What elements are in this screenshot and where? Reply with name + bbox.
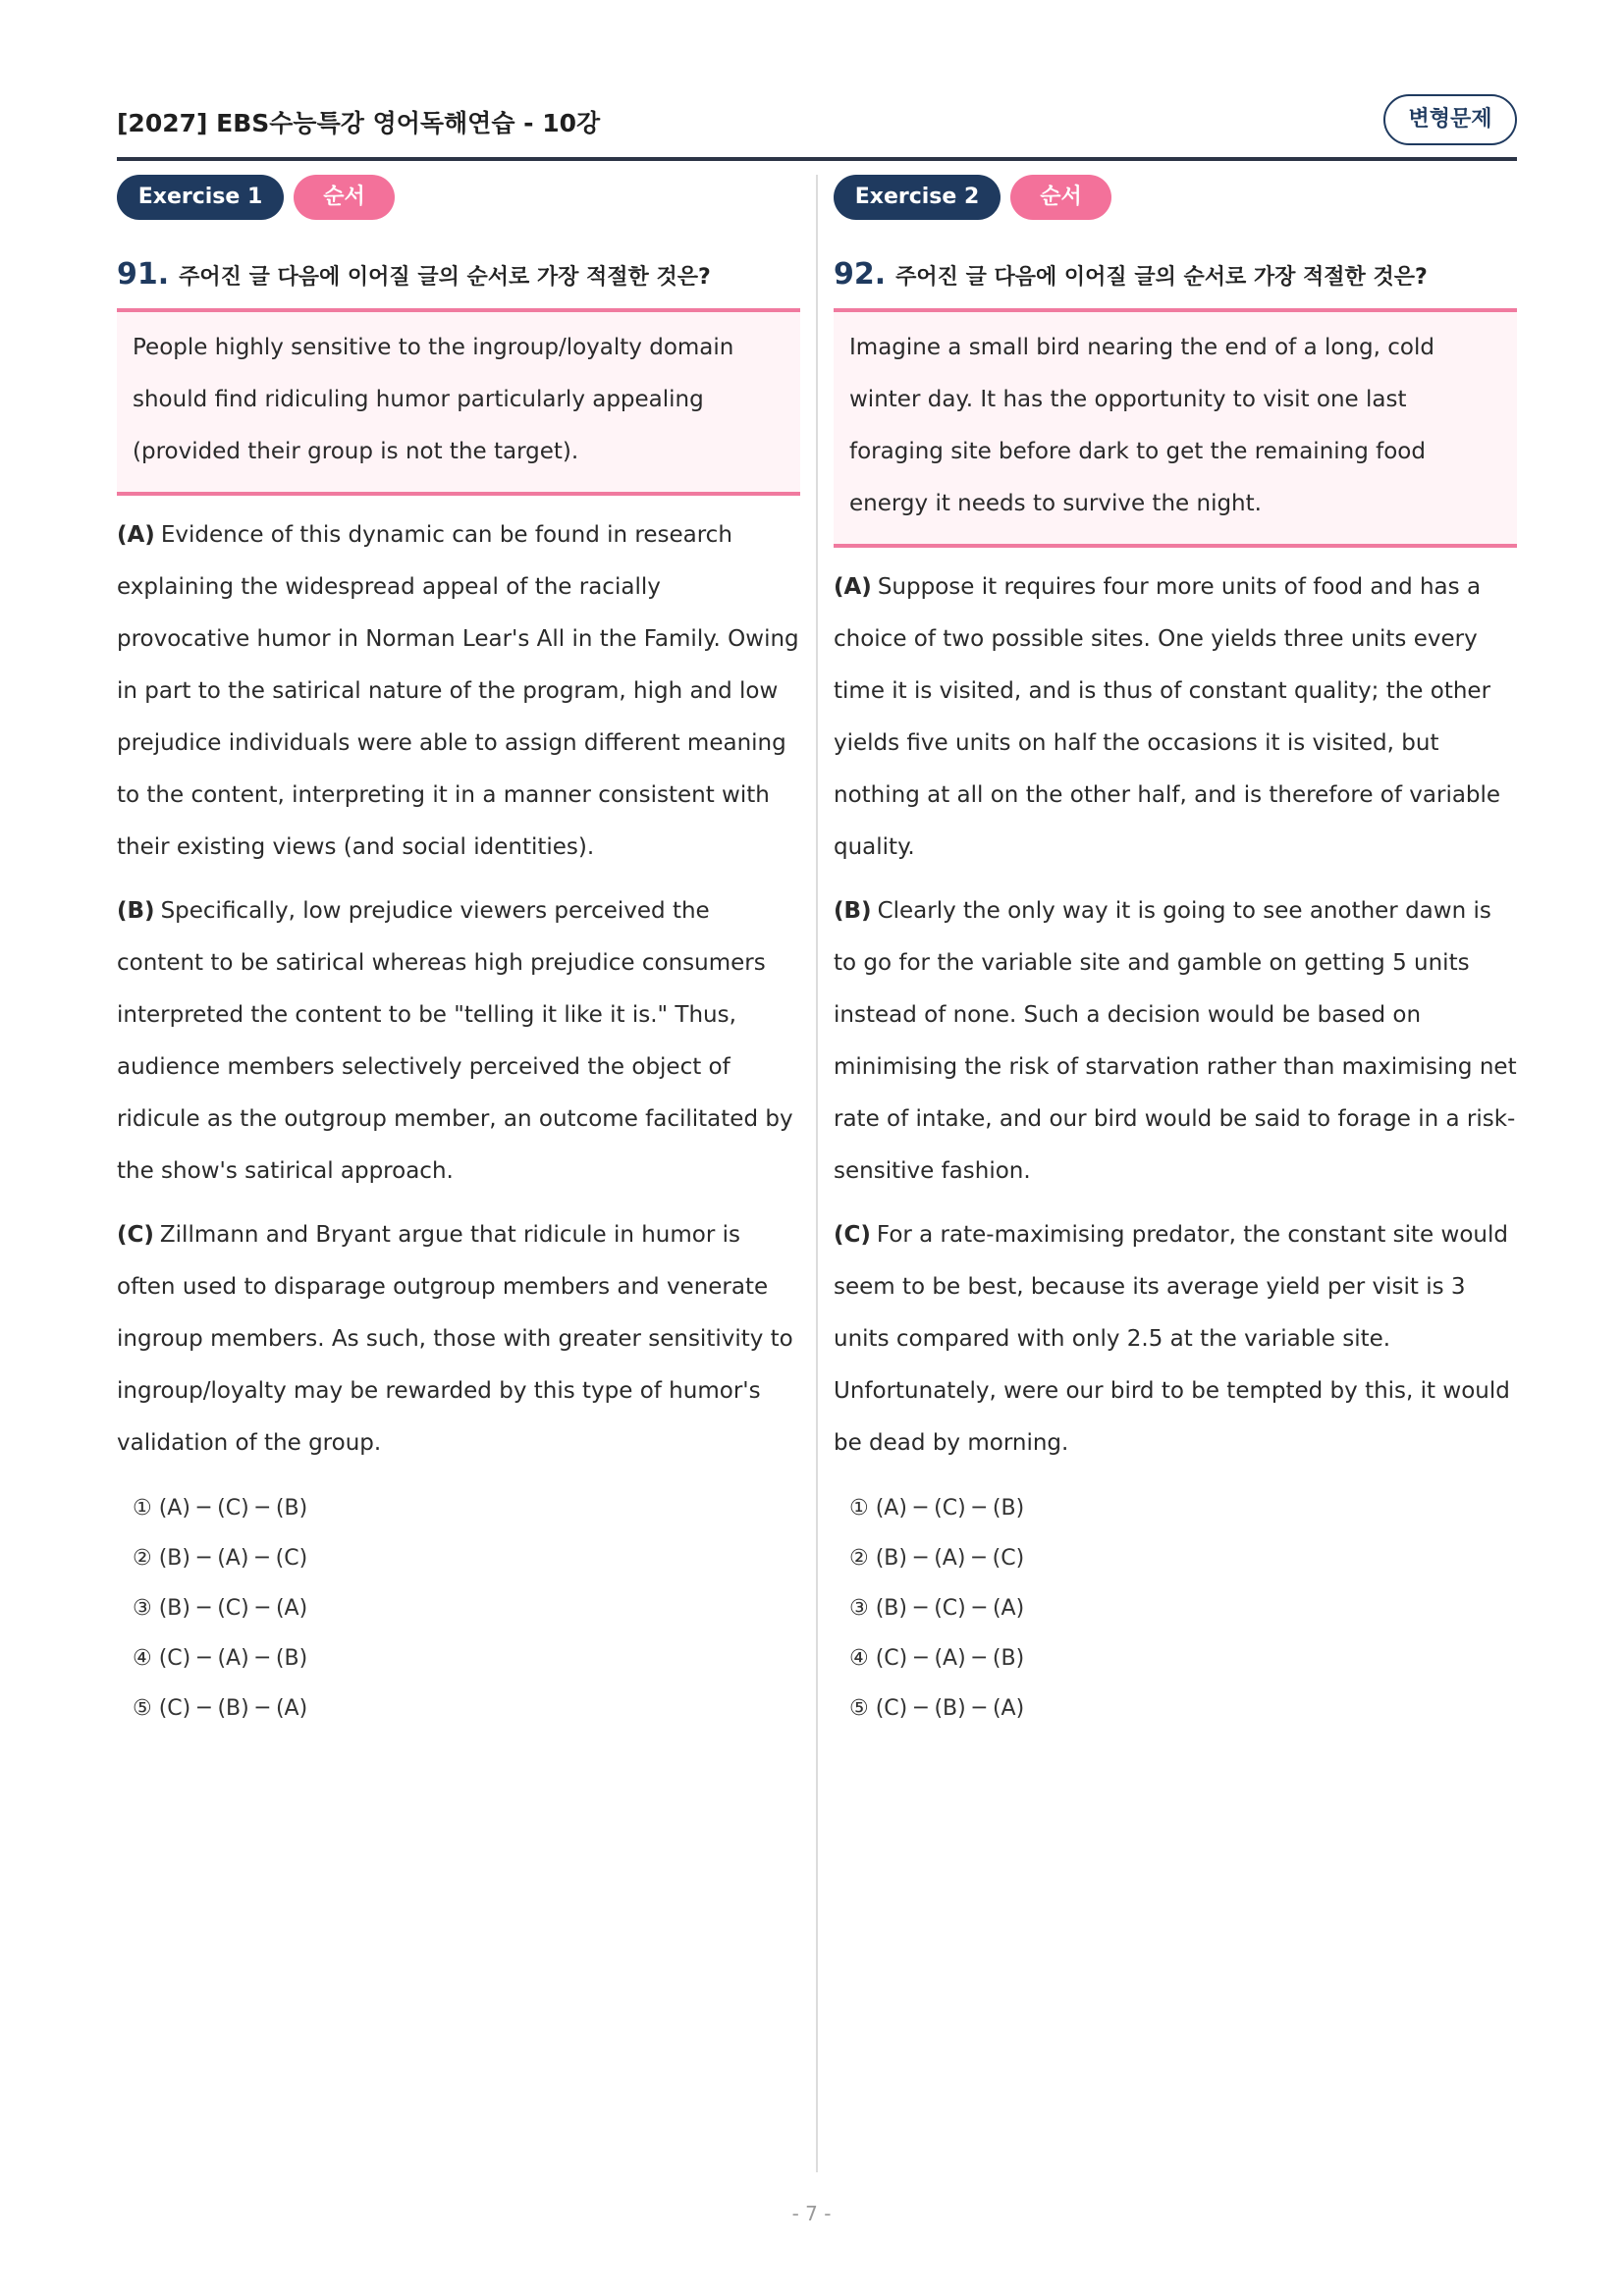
- exercise-1-column: [117, 175, 800, 1734]
- paragraph-label: (A): [117, 522, 155, 548]
- paragraph-a: [834, 561, 1517, 874]
- answer-option-1[interactable]: ① (A) ─ (C) ─ (B): [849, 1496, 1025, 1521]
- paragraph-b: [834, 885, 1517, 1198]
- paragraph-text: Specifically, low prejudice viewers perceived the content to be satirical whereas high prejudice consumers interpreted the content to be "telling it like it is." Thus, audience members selectively perceived the object of ridicule as the outgroup member, an outcome facilitated by the show's satirical approach.: [117, 898, 793, 1184]
- question-prompt: 주어진 글 다음에 이어질 글의 순서로 가장 적절한 것은?: [895, 265, 1428, 290]
- given-passage: People highly sensitive to the ingroup/loyalty domain should find ridiculing humor particularly appealing (provided their group is not the target).: [117, 308, 800, 496]
- question-type-tag: 순서: [294, 175, 395, 220]
- question-number: 91.: [117, 257, 170, 292]
- paragraph-c: [117, 1209, 800, 1469]
- answer-option-3[interactable]: ③ (B) ─ (C) ─ (A): [133, 1596, 308, 1621]
- page-number: - 7 -: [791, 2202, 832, 2225]
- paragraph-label: (B): [834, 898, 872, 924]
- exercise-label: Exercise 1: [117, 175, 284, 220]
- page-header: [117, 94, 1517, 161]
- question-line: [117, 257, 800, 304]
- paragraph-text: Clearly the only way it is going to see another dawn is to go for the variable site and gamble on getting 5 units instead of none. Such a decision would be based on minimising the risk of starvation rather than maximising net rate of intake, and our bird would be said to forage in a risk-sensitive fashion.: [834, 898, 1517, 1184]
- answer-option-3[interactable]: ③ (B) ─ (C) ─ (A): [849, 1596, 1025, 1621]
- paragraph-c: [834, 1209, 1517, 1469]
- answer-option-5[interactable]: ⑤ (C) ─ (B) ─ (A): [849, 1696, 1025, 1721]
- answer-option-5[interactable]: ⑤ (C) ─ (B) ─ (A): [133, 1696, 308, 1721]
- variant-badge: 변형문제: [1383, 94, 1517, 145]
- question-type-tag: 순서: [1010, 175, 1111, 220]
- question-prompt: 주어진 글 다음에 이어질 글의 순서로 가장 적절한 것은?: [179, 265, 711, 290]
- paragraph-label: (B): [117, 898, 155, 924]
- answer-option-4[interactable]: ④ (C) ─ (A) ─ (B): [849, 1646, 1025, 1671]
- answer-option-1[interactable]: ① (A) ─ (C) ─ (B): [133, 1496, 308, 1521]
- given-passage: Imagine a small bird nearing the end of a long, cold winter day. It has the opportunity to visit one last foraging site before dark to get the remaining food energy it needs to survive the night.: [834, 308, 1517, 548]
- answer-options: [117, 1483, 800, 1734]
- column-divider: [816, 175, 818, 2172]
- answer-option-2[interactable]: ② (B) ─ (A) ─ (C): [133, 1546, 308, 1571]
- question-number: 92.: [834, 257, 887, 292]
- exercise-1-tags: [117, 175, 800, 222]
- paragraph-b: [117, 885, 800, 1198]
- answer-options: [834, 1483, 1517, 1734]
- paragraph-text: Suppose it requires four more units of food and has a choice of two possible sites. One yields three units every time it is visited, and is thus of constant quality; the other yields five units on half the occasions it is visited, but nothing at all on the other half, and is therefore of variable quality.: [834, 574, 1501, 860]
- document-title: [2027] EBS수능특강 영어독해연습 - 10강: [117, 109, 601, 137]
- answer-option-4[interactable]: ④ (C) ─ (A) ─ (B): [133, 1646, 308, 1671]
- paragraph-text: Zillmann and Bryant argue that ridicule in humor is often used to disparage outgroup members and venerate ingroup members. As such, those with greater sensitivity to ingroup/loyalty may be rewarded by this type of humor's validation of the group.: [117, 1222, 793, 1456]
- exercise-2-tags: [834, 175, 1517, 222]
- question-line: [834, 257, 1517, 304]
- paragraph-label: (C): [834, 1222, 871, 1248]
- paragraph-text: For a rate-maximising predator, the constant site would seem to be best, because its average yield per visit is 3 units compared with only 2.5 at the variable site. Unfortunately, were our bird to be tempted by this, it would be dead by morning.: [834, 1222, 1510, 1456]
- paragraph-a: [117, 509, 800, 874]
- paragraph-text: Evidence of this dynamic can be found in research explaining the widespread appeal of the racially provocative humor in Norman Lear's All in the Family. Owing in part to the satirical nature of the program, high and low prejudice individuals were able to assign different meaning to the content, interpreting it in a manner consistent with their existing views (and social identities).: [117, 522, 799, 860]
- exercise-2-column: [834, 175, 1517, 1734]
- answer-option-2[interactable]: ② (B) ─ (A) ─ (C): [849, 1546, 1025, 1571]
- paragraph-label: (A): [834, 574, 872, 600]
- exercise-label: Exercise 2: [834, 175, 1001, 220]
- paragraph-label: (C): [117, 1222, 154, 1248]
